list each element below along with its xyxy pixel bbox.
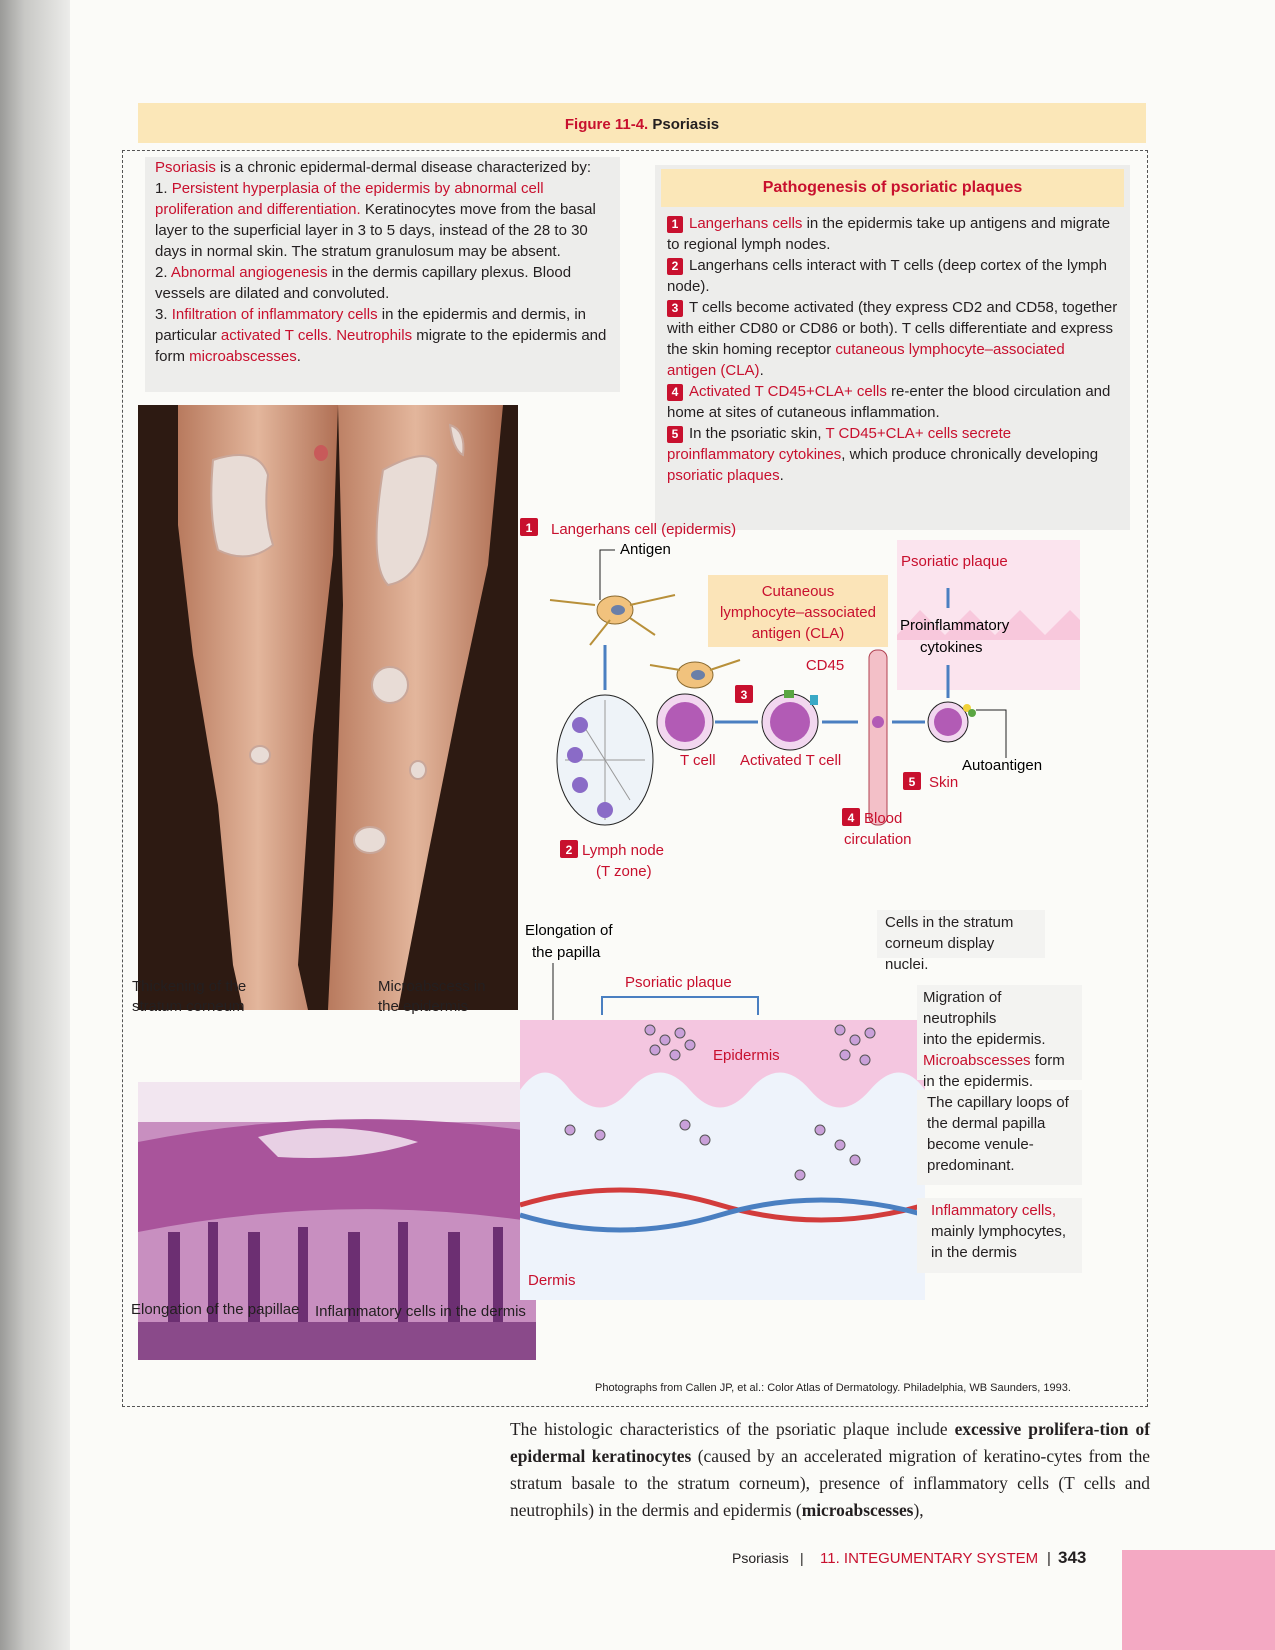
- activated-label: Activated T cell: [740, 752, 842, 769]
- t-cell: [657, 694, 713, 750]
- label-thickening: [132, 977, 246, 1017]
- chapter-tab: [1122, 1550, 1275, 1650]
- callout-line: in the dermis: [931, 1244, 1017, 1261]
- skin-label: Skin: [929, 774, 959, 791]
- elongation-line-1: Elongation of: [525, 922, 613, 939]
- callout-line: become venule-: [927, 1136, 1034, 1153]
- intro-box: [145, 157, 620, 392]
- step-term: Langerhans cells: [689, 215, 803, 232]
- callout-line: Migration of neutrophils: [923, 989, 1002, 1027]
- langerhans-cell-2: [650, 660, 740, 688]
- step-text: T cells become activated (they express CD2 and CD58, together with either CD80 or CD86 or both). T cells differentiate and express the skin homing receptor: [667, 299, 1118, 358]
- cla-line-1: Cutaneous: [761, 583, 835, 600]
- figure-name: Psoriasis: [652, 116, 720, 133]
- callout-line: Cells in the stratum: [885, 914, 1014, 931]
- cyto-line-2: cytokines: [920, 639, 983, 656]
- psoriasis-legs-photo: [138, 405, 518, 1010]
- callout-migration: [917, 985, 1082, 1090]
- antigen-label: Antigen: [620, 541, 671, 558]
- activated-t-cell: [762, 690, 818, 750]
- footer-section: Psoriasis: [732, 1550, 789, 1566]
- step-term: Activated T CD45+CLA+ cells: [689, 383, 887, 400]
- callout-stratum-corneum: [877, 910, 1045, 973]
- footer-separator: |: [800, 1550, 804, 1566]
- step-text: in the epidermis take up antigens and migrate to regional lymph nodes.: [667, 215, 1111, 253]
- intro-text: Keratinocytes move from the basal layer to the superficial layer in 3 to 5 days, instead of the 28 to 30 days in normal skin. The stratum granulosum may be absent.: [155, 201, 596, 260]
- intro-term: Psoriasis: [155, 159, 216, 176]
- tcell-label: T cell: [680, 752, 716, 769]
- langerhans-cell-1: [550, 595, 675, 645]
- plaque-schematic: [520, 915, 925, 1300]
- intro-text: in the dermis capillary plexus. Blood vessels are dilated and convoluted.: [155, 264, 572, 302]
- callout-term: Microabscesses: [923, 1052, 1031, 1069]
- intro-text: is a chronic epidermal-dermal disease characterized by:: [215, 159, 592, 176]
- elongation-line-2: the papilla: [532, 944, 601, 961]
- label-line: Microabscess in: [378, 978, 486, 995]
- intro-term: Neutrophils: [336, 327, 413, 344]
- body-bold: microabscesses: [801, 1500, 914, 1520]
- pathogenesis-diagram: [520, 510, 1080, 890]
- antigen-leader: [600, 550, 615, 600]
- label-elongation-papillae: Elongation of the papillae: [131, 1301, 300, 1318]
- step-term: cutaneous lymphocyte–associated antigen (CLA): [667, 341, 1065, 379]
- badge-4-text: 4: [847, 811, 855, 825]
- dermis-label: Dermis: [528, 1272, 576, 1289]
- label-line: Thickening of the: [132, 978, 247, 995]
- step-text: Langerhans cells interact with T cells (deep cortex of the lymph node).: [667, 257, 1107, 295]
- footer-chapter: 11. INTEGUMENTARY SYSTEM: [820, 1550, 1039, 1567]
- badge-5-text: 5: [908, 775, 916, 789]
- intro-num: 2.: [155, 264, 171, 281]
- plaque-bracket: [602, 997, 758, 1015]
- cyto-line-1: Proinflammatory: [900, 617, 1010, 634]
- intro-term: Persistent hyperplasia of the epidermis by abnormal cell proliferation and differentiation.: [155, 180, 544, 218]
- cla-line-3: antigen (CLA): [751, 625, 845, 642]
- lymph-line-1: Lymph node: [582, 842, 665, 859]
- step-text: , which produce chronically developing: [841, 446, 1099, 463]
- step-5: [667, 423, 1118, 486]
- label-microabscess: [378, 977, 486, 1017]
- intro-term: activated T cells.: [220, 327, 333, 344]
- step-number: 3: [667, 300, 683, 317]
- cd45-label: CD45: [805, 657, 845, 674]
- step-text: re-enter the blood circulation and home at sites of cutaneous inflammation.: [667, 383, 1111, 421]
- intro-term: Abnormal angiogenesis: [170, 264, 328, 281]
- figure-title: [138, 116, 1146, 133]
- callout-term: Inflammatory cells,: [931, 1202, 1057, 1219]
- callout-line: into the epidermis.: [923, 1031, 1046, 1048]
- intro-text: migrate to the epidermis and form: [155, 327, 607, 365]
- step-term: T CD45+CLA+ cells secrete proinflammatory cytokines: [667, 425, 1012, 463]
- callout-line: in the epidermis.: [923, 1073, 1034, 1090]
- badge-3-text: 3: [740, 688, 748, 702]
- step-number: 4: [667, 384, 683, 401]
- callout-line: mainly lymphocytes,: [931, 1223, 1067, 1240]
- label-line: stratum corneum: [132, 998, 245, 1015]
- pathogenesis-title: Pathogenesis of psoriatic plaques: [661, 169, 1124, 207]
- callout-capillary: [917, 1090, 1082, 1185]
- step-4: [667, 381, 1118, 423]
- body-bold: excessive prolifera-tion of epidermal keratinocytes: [510, 1419, 1150, 1466]
- body-paragraph: [510, 1416, 1150, 1524]
- blood-line-2: circulation: [844, 831, 912, 848]
- badge-2-text: 2: [565, 843, 573, 857]
- lymph-node: [557, 695, 653, 825]
- callout-line: predominant.: [927, 1157, 1015, 1174]
- step-text: .: [759, 362, 764, 379]
- step-number: 1: [667, 216, 683, 233]
- step-term: psoriatic plaques: [667, 467, 780, 484]
- book-gutter-shadow: [0, 0, 70, 1650]
- plaque-label: Psoriatic plaque: [901, 553, 1008, 570]
- callout-line: form: [1030, 1052, 1065, 1069]
- circulating-t-cell: [872, 716, 884, 728]
- callout-line: The capillary loops of: [927, 1094, 1069, 1111]
- pathogenesis-box: [655, 165, 1130, 530]
- photo-credit: Photographs from Callen JP, et al.: Color Atlas of Dermatology. Philadelphia, WB Saunders, 1993.: [595, 1382, 1071, 1394]
- page-number: 343: [1058, 1548, 1087, 1567]
- step-text: In the psoriatic skin,: [689, 425, 826, 442]
- callout-inflammatory: [917, 1198, 1082, 1273]
- callout-line: the dermal papilla: [927, 1115, 1046, 1132]
- intro-term: microabscesses: [189, 348, 297, 365]
- step-text: .: [779, 467, 784, 484]
- step-3: [667, 297, 1118, 381]
- langerhans-label: Langerhans cell (epidermis): [551, 521, 737, 538]
- blood-line-1: Blood: [864, 810, 903, 827]
- step-number: 2: [667, 258, 683, 275]
- callout-line: corneum display nuclei.: [885, 935, 995, 973]
- intro-term: Infiltration of inflammatory cells: [171, 306, 378, 323]
- footer-separator: |: [1047, 1550, 1051, 1567]
- intro-num: 3.: [155, 306, 172, 323]
- intro-text: in the epidermis and dermis, in particular: [155, 306, 587, 344]
- step-number: 5: [667, 426, 683, 443]
- intro-num: 1.: [155, 180, 172, 197]
- badge-1-text: 1: [525, 521, 533, 535]
- figure-number: Figure 11-4.: [564, 116, 649, 133]
- label-inflammatory-dermis: Inflammatory cells in the dermis: [315, 1303, 526, 1320]
- plaque-schematic-label: Psoriatic plaque: [625, 974, 732, 991]
- skin-t-cell: [928, 702, 976, 742]
- autoantigen-leader: [976, 710, 1006, 758]
- lymph-line-2: (T zone): [596, 863, 652, 880]
- label-line: the epidermis: [378, 998, 469, 1015]
- autoantigen-label: Autoantigen: [962, 757, 1043, 774]
- body-text: The histologic characteristics of the psoriatic plaque include: [510, 1419, 955, 1439]
- step-1: [667, 213, 1118, 255]
- body-text: (caused by an accelerated migration of keratino-cytes from the stratum basale to the stratum corneum), presence of inflammatory cells (T cells and neutrophils) in the dermis and epidermis (: [510, 1446, 1150, 1520]
- intro-text: .: [296, 348, 301, 365]
- cla-line-2: lymphocyte–associated: [720, 604, 876, 621]
- blood-vessel: [869, 650, 887, 825]
- epidermis-label: Epidermis: [713, 1047, 780, 1064]
- step-2: [667, 255, 1118, 297]
- body-text: ),: [913, 1500, 924, 1520]
